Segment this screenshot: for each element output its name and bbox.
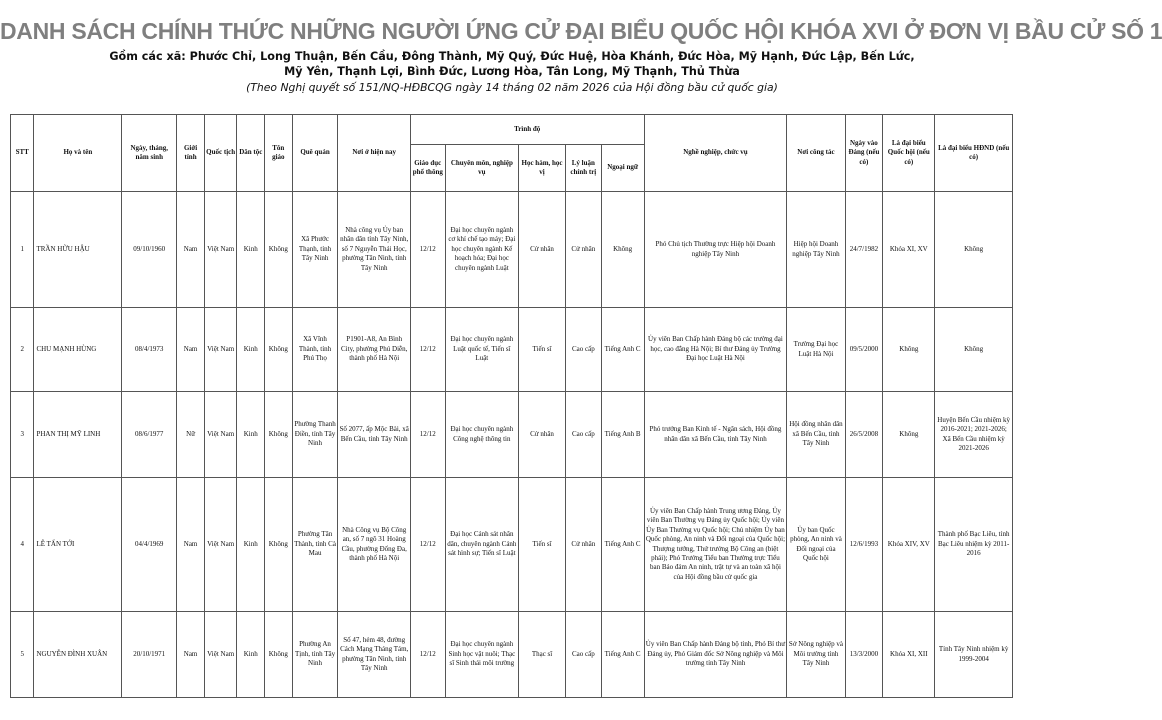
cell-stt: 2 [11, 308, 34, 392]
cell-party-date: 26/5/2008 [845, 392, 883, 478]
cell-language: Tiếng Anh C [601, 308, 644, 392]
cell-stt: 4 [11, 478, 34, 612]
cell-gender: Nam [177, 478, 205, 612]
cell-workplace: Ủy ban Quốc phòng, An ninh và Đối ngoại của Quốc hội [787, 478, 845, 612]
col-general-edu: Giáo dục phổ thông [410, 145, 445, 192]
cell-na-deputy: Không [883, 392, 935, 478]
cell-occupation: Phó trưởng Ban Kinh tế - Ngân sách, Hội đồng nhân dân xã Bến Cầu, tỉnh Tây Ninh [644, 392, 787, 478]
cell-nationality: Việt Nam [204, 612, 237, 698]
col-nationality: Quốc tịch [204, 115, 237, 192]
cell-gender: Nam [177, 192, 205, 308]
cell-nationality: Việt Nam [204, 478, 237, 612]
cell-political: Cao cấp [565, 612, 601, 698]
col-party-date: Ngày vào Đảng (nếu có) [845, 115, 883, 192]
cell-pc-deputy: Huyện Bến Cầu nhiệm kỳ 2016-2021; 2021-2026; Xã Bến Cầu nhiệm kỳ 2021-2026 [935, 392, 1013, 478]
cell-party-date: 09/5/2000 [845, 308, 883, 392]
cell-language: Tiếng Anh B [601, 392, 644, 478]
cell-hometown: Xã Vĩnh Thành, tỉnh Phú Thọ [292, 308, 338, 392]
col-academic: Học hàm, học vị [519, 145, 566, 192]
cell-religion: Không [265, 308, 293, 392]
cell-pc-deputy: Tỉnh Tây Ninh nhiệm kỳ 1999-2004 [935, 612, 1013, 698]
cell-general-edu: 12/12 [410, 308, 445, 392]
table-row [11, 392, 1013, 478]
cell-residence: P1901-A8, An Bình City, phường Phú Diễn, thành phố Hà Nội [338, 308, 410, 392]
cell-pc-deputy: Thành phố Bạc Liêu, tỉnh Bạc Liêu nhiệm kỳ 2011-2016 [935, 478, 1013, 612]
col-stt: STT [11, 115, 34, 192]
cell-dob: 09/10/1960 [122, 192, 177, 308]
cell-language: Tiếng Anh C [601, 612, 644, 698]
cell-dob: 08/4/1973 [122, 308, 177, 392]
cell-gender: Nữ [177, 392, 205, 478]
cell-political: Cao cấp [565, 308, 601, 392]
cell-occupation: Ủy viên Ban Chấp hành Đảng bộ tỉnh, Phó Bí thư Đảng ủy, Phó Giám đốc Sở Nông nghiệp và Môi trường tỉnh Tây Ninh [644, 612, 787, 698]
cell-general-edu: 12/12 [410, 192, 445, 308]
cell-stt: 5 [11, 612, 34, 698]
col-language: Ngoại ngữ [601, 145, 644, 192]
cell-workplace: Hiệp hội Doanh nghiệp Tây Ninh [787, 192, 845, 308]
cell-stt: 1 [11, 192, 34, 308]
table-row [11, 478, 1013, 612]
cell-residence: Nhà Công vụ Bộ Công an, số 7 ngõ 31 Hoàng Cầu, phường Đống Đa, thành phố Hà Nội [338, 478, 410, 612]
cell-residence: Số 2077, ấp Mộc Bài, xã Bến Cầu, tỉnh Tây Ninh [338, 392, 410, 478]
cell-pc-deputy: Không [935, 308, 1013, 392]
col-residence: Nơi ở hiện nay [338, 115, 410, 192]
cell-academic: Tiến sĩ [519, 478, 566, 612]
cell-hometown: Phường Thanh Điền, tỉnh Tây Ninh [292, 392, 338, 478]
cell-general-edu: 12/12 [410, 612, 445, 698]
cell-language: Tiếng Anh C [601, 478, 644, 612]
cell-specialty: Đại học chuyên ngành Công nghệ thông tin [445, 392, 518, 478]
cell-party-date: 13/3/2000 [845, 612, 883, 698]
cell-political: Cử nhân [565, 478, 601, 612]
col-gender: Giới tính [177, 115, 205, 192]
cell-name: NGUYỄN ĐÌNH XUÂN [34, 612, 122, 698]
col-occupation: Nghề nghiệp, chức vụ [644, 115, 787, 192]
cell-pc-deputy: Không [935, 192, 1013, 308]
cell-gender: Nam [177, 308, 205, 392]
cell-nationality: Việt Nam [204, 392, 237, 478]
cell-general-edu: 12/12 [410, 478, 445, 612]
cell-religion: Không [265, 478, 293, 612]
cell-ethnicity: Kinh [237, 392, 265, 478]
cell-ethnicity: Kinh [237, 612, 265, 698]
col-hometown: Quê quán [292, 115, 338, 192]
cell-na-deputy: Không [883, 308, 935, 392]
cell-academic: Cử nhân [519, 192, 566, 308]
cell-occupation: Phó Chủ tịch Thường trực Hiệp hội Doanh nghiệp Tây Ninh [644, 192, 787, 308]
cell-dob: 08/6/1977 [122, 392, 177, 478]
cell-academic: Cử nhân [519, 392, 566, 478]
cell-nationality: Việt Nam [204, 192, 237, 308]
cell-na-deputy: Khóa XI, XV [883, 192, 935, 308]
col-name: Họ và tên [34, 115, 122, 192]
candidate-table [10, 114, 1013, 698]
cell-political: Cao cấp [565, 392, 601, 478]
cell-party-date: 12/6/1993 [845, 478, 883, 612]
cell-workplace: Sở Nông nghiệp và Môi trường tỉnh Tây Ninh [787, 612, 845, 698]
cell-nationality: Việt Nam [204, 308, 237, 392]
col-specialty: Chuyên môn, nghiệp vụ [445, 145, 518, 192]
cell-stt: 3 [11, 392, 34, 478]
cell-workplace: Trường Đại học Luật Hà Nội [787, 308, 845, 392]
cell-hometown: Phường Tân Thành, tỉnh Cà Mau [292, 478, 338, 612]
cell-ethnicity: Kinh [237, 308, 265, 392]
cell-general-edu: 12/12 [410, 392, 445, 478]
cell-ethnicity: Kinh [237, 478, 265, 612]
communes-line-1: Gồm các xã: Phước Chỉ, Long Thuận, Bến Cầu, Đông Thành, Mỹ Quý, Đức Huệ, Hòa Khánh, Đức Hòa, Mỹ Hạnh, Đức Lập, Bến Lức, [109, 50, 915, 63]
resolution-note: (Theo Nghị quyết số 151/NQ-HĐBCQG ngày 14 tháng 02 năm 2026 của Hội đồng bầu cử quốc gia) [246, 81, 778, 94]
col-dob: Ngày, tháng, năm sinh [122, 115, 177, 192]
cell-na-deputy: Khóa XIV, XV [883, 478, 935, 612]
cell-academic: Tiến sĩ [519, 308, 566, 392]
cell-workplace: Hội đồng nhân dân xã Bến Cầu, tỉnh Tây Ninh [787, 392, 845, 478]
cell-religion: Không [265, 392, 293, 478]
cell-specialty: Đại học chuyên ngành Sinh học vật nuôi; Thạc sĩ Sinh thái môi trường [445, 612, 518, 698]
cell-occupation: Ủy viên Ban Chấp hành Đảng bộ các trường đại học, cao đẳng Hà Nội; Bí thư Đảng ủy Trường Đại học Luật Hà Nội [644, 308, 787, 392]
cell-ethnicity: Kinh [237, 192, 265, 308]
cell-specialty: Đại học Cảnh sát nhân dân, chuyên ngành Cảnh sát hình sự; Tiến sĩ Luật [445, 478, 518, 612]
cell-religion: Không [265, 612, 293, 698]
cell-hometown: Xã Phước Thạnh, tỉnh Tây Ninh [292, 192, 338, 308]
cell-name: LÊ TẤN TỚI [34, 478, 122, 612]
table-row [11, 192, 1013, 308]
col-religion: Tôn giáo [265, 115, 293, 192]
cell-political: Cử nhân [565, 192, 601, 308]
cell-language: Không [601, 192, 644, 308]
col-education-group: Trình độ [410, 115, 644, 145]
col-na-deputy: Là đại biểu Quốc hội (nếu có) [883, 115, 935, 192]
cell-occupation: Ủy viên Ban Chấp hành Trung ương Đảng, Ủy viên Ban Thường vụ Đảng ủy Quốc hội; Ủy viên Ủy Ban Thường vụ Quốc hội; Chủ nhiệm Ủy ban Quốc phòng, An ninh và Đối ngoại của Quốc hội; Thượng tướng, Thứ trưởng Bộ Công an (biệt phái); Phó Trưởng Tiểu ban Thường trực Tiểu ban Bảo đảm An ninh, trật tự và an toàn xã hội của Hội đồng bầu cử quốc gia [644, 478, 787, 612]
table-row [11, 612, 1013, 698]
table-row [11, 308, 1013, 392]
cell-name: PHAN THỊ MỸ LINH [34, 392, 122, 478]
cell-specialty: Đại học chuyên ngành cơ khí chế tạo máy; Đại học chuyên ngành Kế hoạch hóa; Đại học chuyên ngành Luật [445, 192, 518, 308]
cell-academic: Thạc sĩ [519, 612, 566, 698]
cell-religion: Không [265, 192, 293, 308]
col-pc-deputy: Là đại biểu HĐND (nếu có) [935, 115, 1013, 192]
cell-residence: Nhà công vụ Ủy ban nhân dân tỉnh Tây Ninh, số 7 Nguyễn Thái Học, phường Tân Ninh, tỉnh Tây Ninh [338, 192, 410, 308]
col-ethnicity: Dân tộc [237, 115, 265, 192]
cell-hometown: Phường An Tịnh, tỉnh Tây Ninh [292, 612, 338, 698]
col-workplace: Nơi công tác [787, 115, 845, 192]
cell-party-date: 24/7/1982 [845, 192, 883, 308]
col-political: Lý luận chính trị [565, 145, 601, 192]
cell-name: CHU MẠNH HÙNG [34, 308, 122, 392]
cell-dob: 04/4/1969 [122, 478, 177, 612]
cell-gender: Nam [177, 612, 205, 698]
communes-line-2: Mỹ Yên, Thạnh Lợi, Bình Đức, Lương Hòa, Tân Long, Mỹ Thạnh, Thủ Thừa [284, 65, 740, 78]
cell-dob: 20/10/1971 [122, 612, 177, 698]
cell-residence: Số 47, hẻm 48, đường Cách Mạng Tháng Tám, phường Tân Ninh, tỉnh Tây Ninh [338, 612, 410, 698]
cell-specialty: Đại học chuyên ngành Luật quốc tế, Tiến sĩ Luật [445, 308, 518, 392]
document-title: DANH SÁCH CHÍNH THỨC NHỮNG NGƯỜI ỨNG CỬ ĐẠI BIỂU QUỐC HỘI KHÓA XVI Ở ĐƠN VỊ BẦU CỬ SỐ 1 [0, 18, 1162, 44]
cell-name: TRẦN HỮU HẬU [34, 192, 122, 308]
cell-na-deputy: Khóa XI, XII [883, 612, 935, 698]
